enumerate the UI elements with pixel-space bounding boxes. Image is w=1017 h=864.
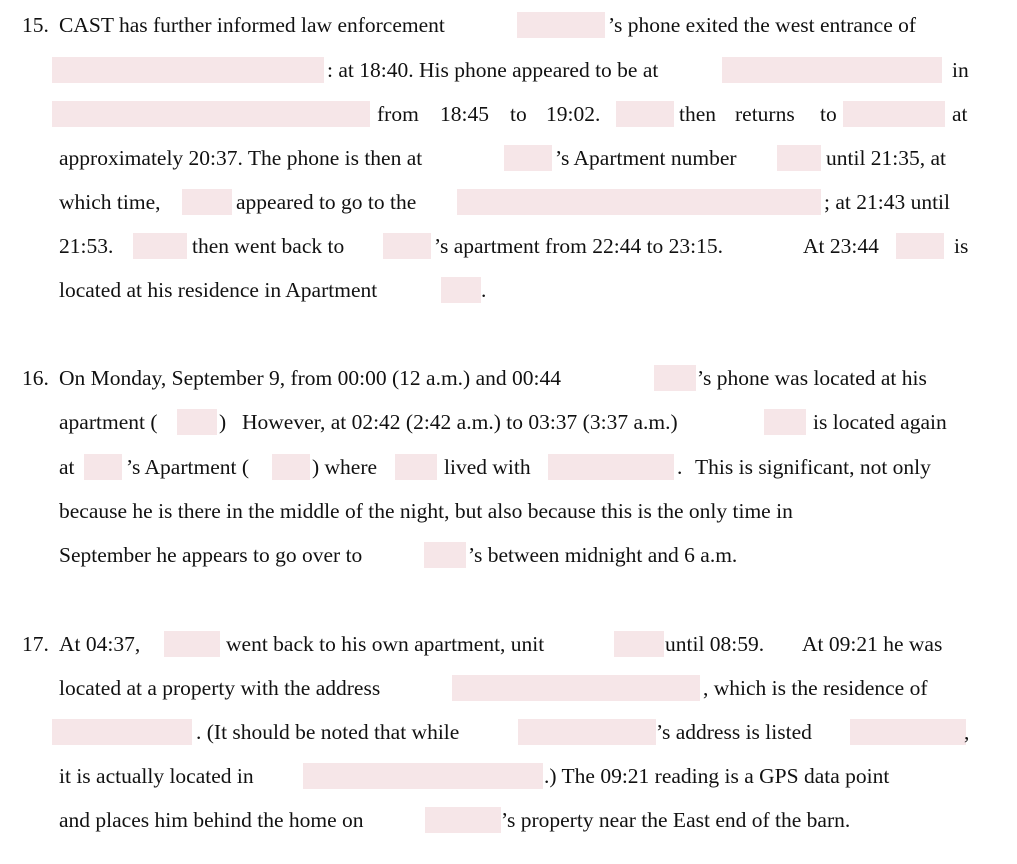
redaction-box [843,101,945,127]
redaction-box [303,763,543,789]
text-segment: , [964,720,970,744]
text-segment: CAST has further informed law enforcement [59,13,445,37]
text-segment: and places him behind the home on [59,808,364,832]
text-segment: then [679,102,717,126]
text-segment: ’s apartment from 22:44 to 23:15. [434,234,724,258]
text-segment: ’s Apartment ( [126,455,250,479]
text-segment: September he appears to go over to [59,543,363,567]
text-segment: . [677,455,683,479]
text-segment: : at 18:40. His phone appeared to be at [327,58,659,82]
paragraph-number: 15. [22,13,49,37]
text-segment: This is significant, not only [695,455,931,479]
redaction-box [133,233,187,259]
text-segment: 19:02. [546,102,601,126]
text-segment: went back to his own apartment, unit [226,632,545,656]
redaction-box [504,145,552,171]
redaction-box [52,719,192,745]
paragraph-number: 16. [22,366,49,390]
text-segment: . [481,278,487,302]
redaction-box [177,409,217,435]
text-segment: On Monday, September 9, from 00:00 (12 a.m.) and 00:44 [59,366,561,390]
redaction-box [722,57,942,83]
text-segment: at [59,455,75,479]
paragraph-number: 17. [22,632,49,656]
text-segment: which time, [59,190,161,214]
text-segment: At 09:21 he was [802,632,943,656]
redaction-box [850,719,966,745]
text-segment: to [820,102,837,126]
redaction-box [614,631,664,657]
text-segment: ’s phone was located at his [697,366,927,390]
text-segment: until 08:59. [665,632,765,656]
redaction-box [424,542,466,568]
text-segment: 18:45 [440,102,489,126]
redaction-box [548,454,674,480]
redaction-box [395,454,437,480]
text-segment: However, at 02:42 (2:42 a.m.) to 03:37 (3:37 a.m.) [242,410,678,434]
text-segment: at [952,102,968,126]
text-segment: approximately 20:37. The phone is then at [59,146,423,170]
text-segment: because he is there in the middle of the night, but also because this is the only time in [59,499,793,523]
redaction-box [441,277,481,303]
redaction-box [654,365,696,391]
redaction-box [425,807,501,833]
text-segment: 21:53. [59,234,114,258]
text-segment: to [510,102,527,126]
text-segment: At 23:44 [803,234,879,258]
redaction-box [84,454,122,480]
text-segment: ’s property near the East end of the barn. [501,808,851,832]
redaction-box [764,409,806,435]
redaction-box [52,101,370,127]
text-segment: appeared to go to the [236,190,417,214]
redaction-box [616,101,674,127]
text-segment: in [952,58,969,82]
text-segment: ) where [312,455,378,479]
text-segment: is [954,234,969,258]
text-segment: until 21:35, at [826,146,947,170]
text-segment: it is actually located in [59,764,254,788]
redaction-box [182,189,232,215]
text-segment: . (It should be noted that while [196,720,460,744]
redaction-box [452,675,700,701]
text-segment: from [377,102,419,126]
text-segment: is located again [813,410,947,434]
text-segment: then went back to [192,234,345,258]
redaction-box [518,719,656,745]
redaction-box [517,12,605,38]
text-segment: ’s address is listed [656,720,812,744]
redaction-box [52,57,324,83]
text-segment: , which is the residence of [703,676,928,700]
text-segment: lived with [444,455,531,479]
text-segment: ’s Apartment number [555,146,737,170]
redaction-box [383,233,431,259]
text-segment: located at his residence in Apartment [59,278,378,302]
redaction-box [272,454,310,480]
text-segment: ; at 21:43 until [824,190,951,214]
text-segment: returns [735,102,795,126]
redaction-box [457,189,821,215]
text-segment: ’s phone exited the west entrance of [608,13,917,37]
redaction-box [164,631,220,657]
text-segment: ) [219,410,227,434]
redaction-box [896,233,944,259]
redaction-box [777,145,821,171]
text-segment: .) The 09:21 reading is a GPS data point [544,764,890,788]
text-segment: At 04:37, [59,632,141,656]
text-segment: apartment ( [59,410,158,434]
text-segment: located at a property with the address [59,676,381,700]
text-segment: ’s between midnight and 6 a.m. [468,543,738,567]
